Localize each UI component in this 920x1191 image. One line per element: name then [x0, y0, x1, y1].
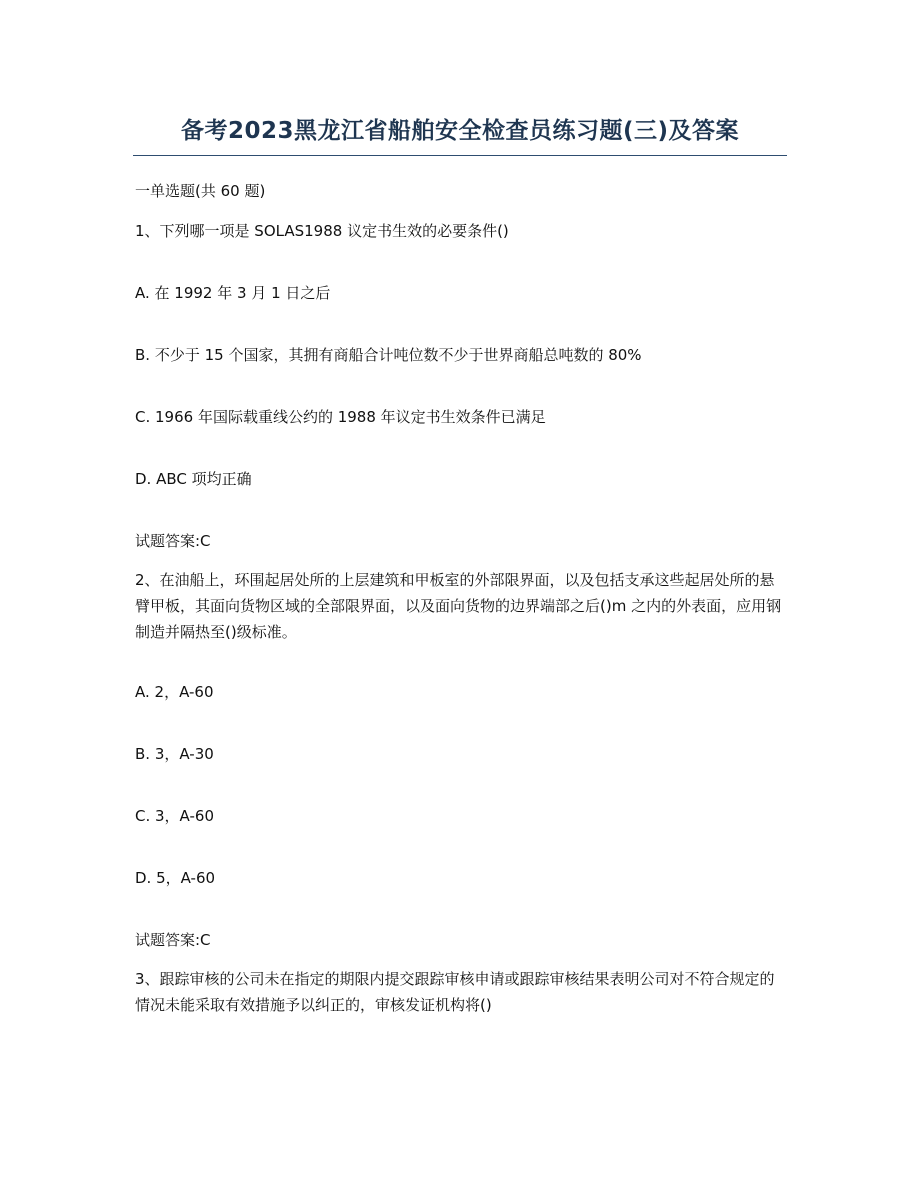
question-2-stem: 2、在油船上，环围起居处所的上层建筑和甲板室的外部限界面，以及包括支承这些起居处所的悬臂甲板，其面向货物区域的全部限界面，以及面向货物的边界端部之后()m 之内的外表面，应用钢制造并隔热至()级标准。 [135, 571, 782, 641]
question-1-answer: 试题答案:C [135, 532, 211, 550]
question-2-option-b: B. 3，A-30 [135, 745, 214, 763]
question-2-option-c: C. 3，A-60 [135, 807, 214, 825]
question-1-option-a: A. 在 1992 年 3 月 1 日之后 [135, 284, 331, 302]
document-title: 备考2023黑龙江省船舶安全检查员练习题(三)及答案 [180, 118, 740, 144]
question-1-stem: 1、下列哪一项是 SOLAS1988 议定书生效的必要条件() [135, 222, 509, 240]
question-1-option-c: C. 1966 年国际载重线公约的 1988 年议定书生效条件已满足 [135, 408, 546, 426]
section-heading: 一单选题(共 60 题) [135, 182, 266, 200]
question-1-option-b: B. 不少于 15 个国家，其拥有商船合计吨位数不少于世界商船总吨数的 80% [135, 346, 642, 364]
question-2-option-d: D. 5，A-60 [135, 869, 216, 887]
question-2-answer: 试题答案:C [135, 931, 211, 949]
title-underline [133, 155, 787, 156]
question-1-option-d: D. ABC 项均正确 [135, 470, 252, 488]
question-3-stem: 3、跟踪审核的公司未在指定的期限内提交跟踪审核申请或跟踪审核结果表明公司对不符合规定的情况未能采取有效措施予以纠正的，审核发证机构将() [135, 970, 775, 1014]
question-2-option-a: A. 2，A-60 [135, 683, 214, 701]
